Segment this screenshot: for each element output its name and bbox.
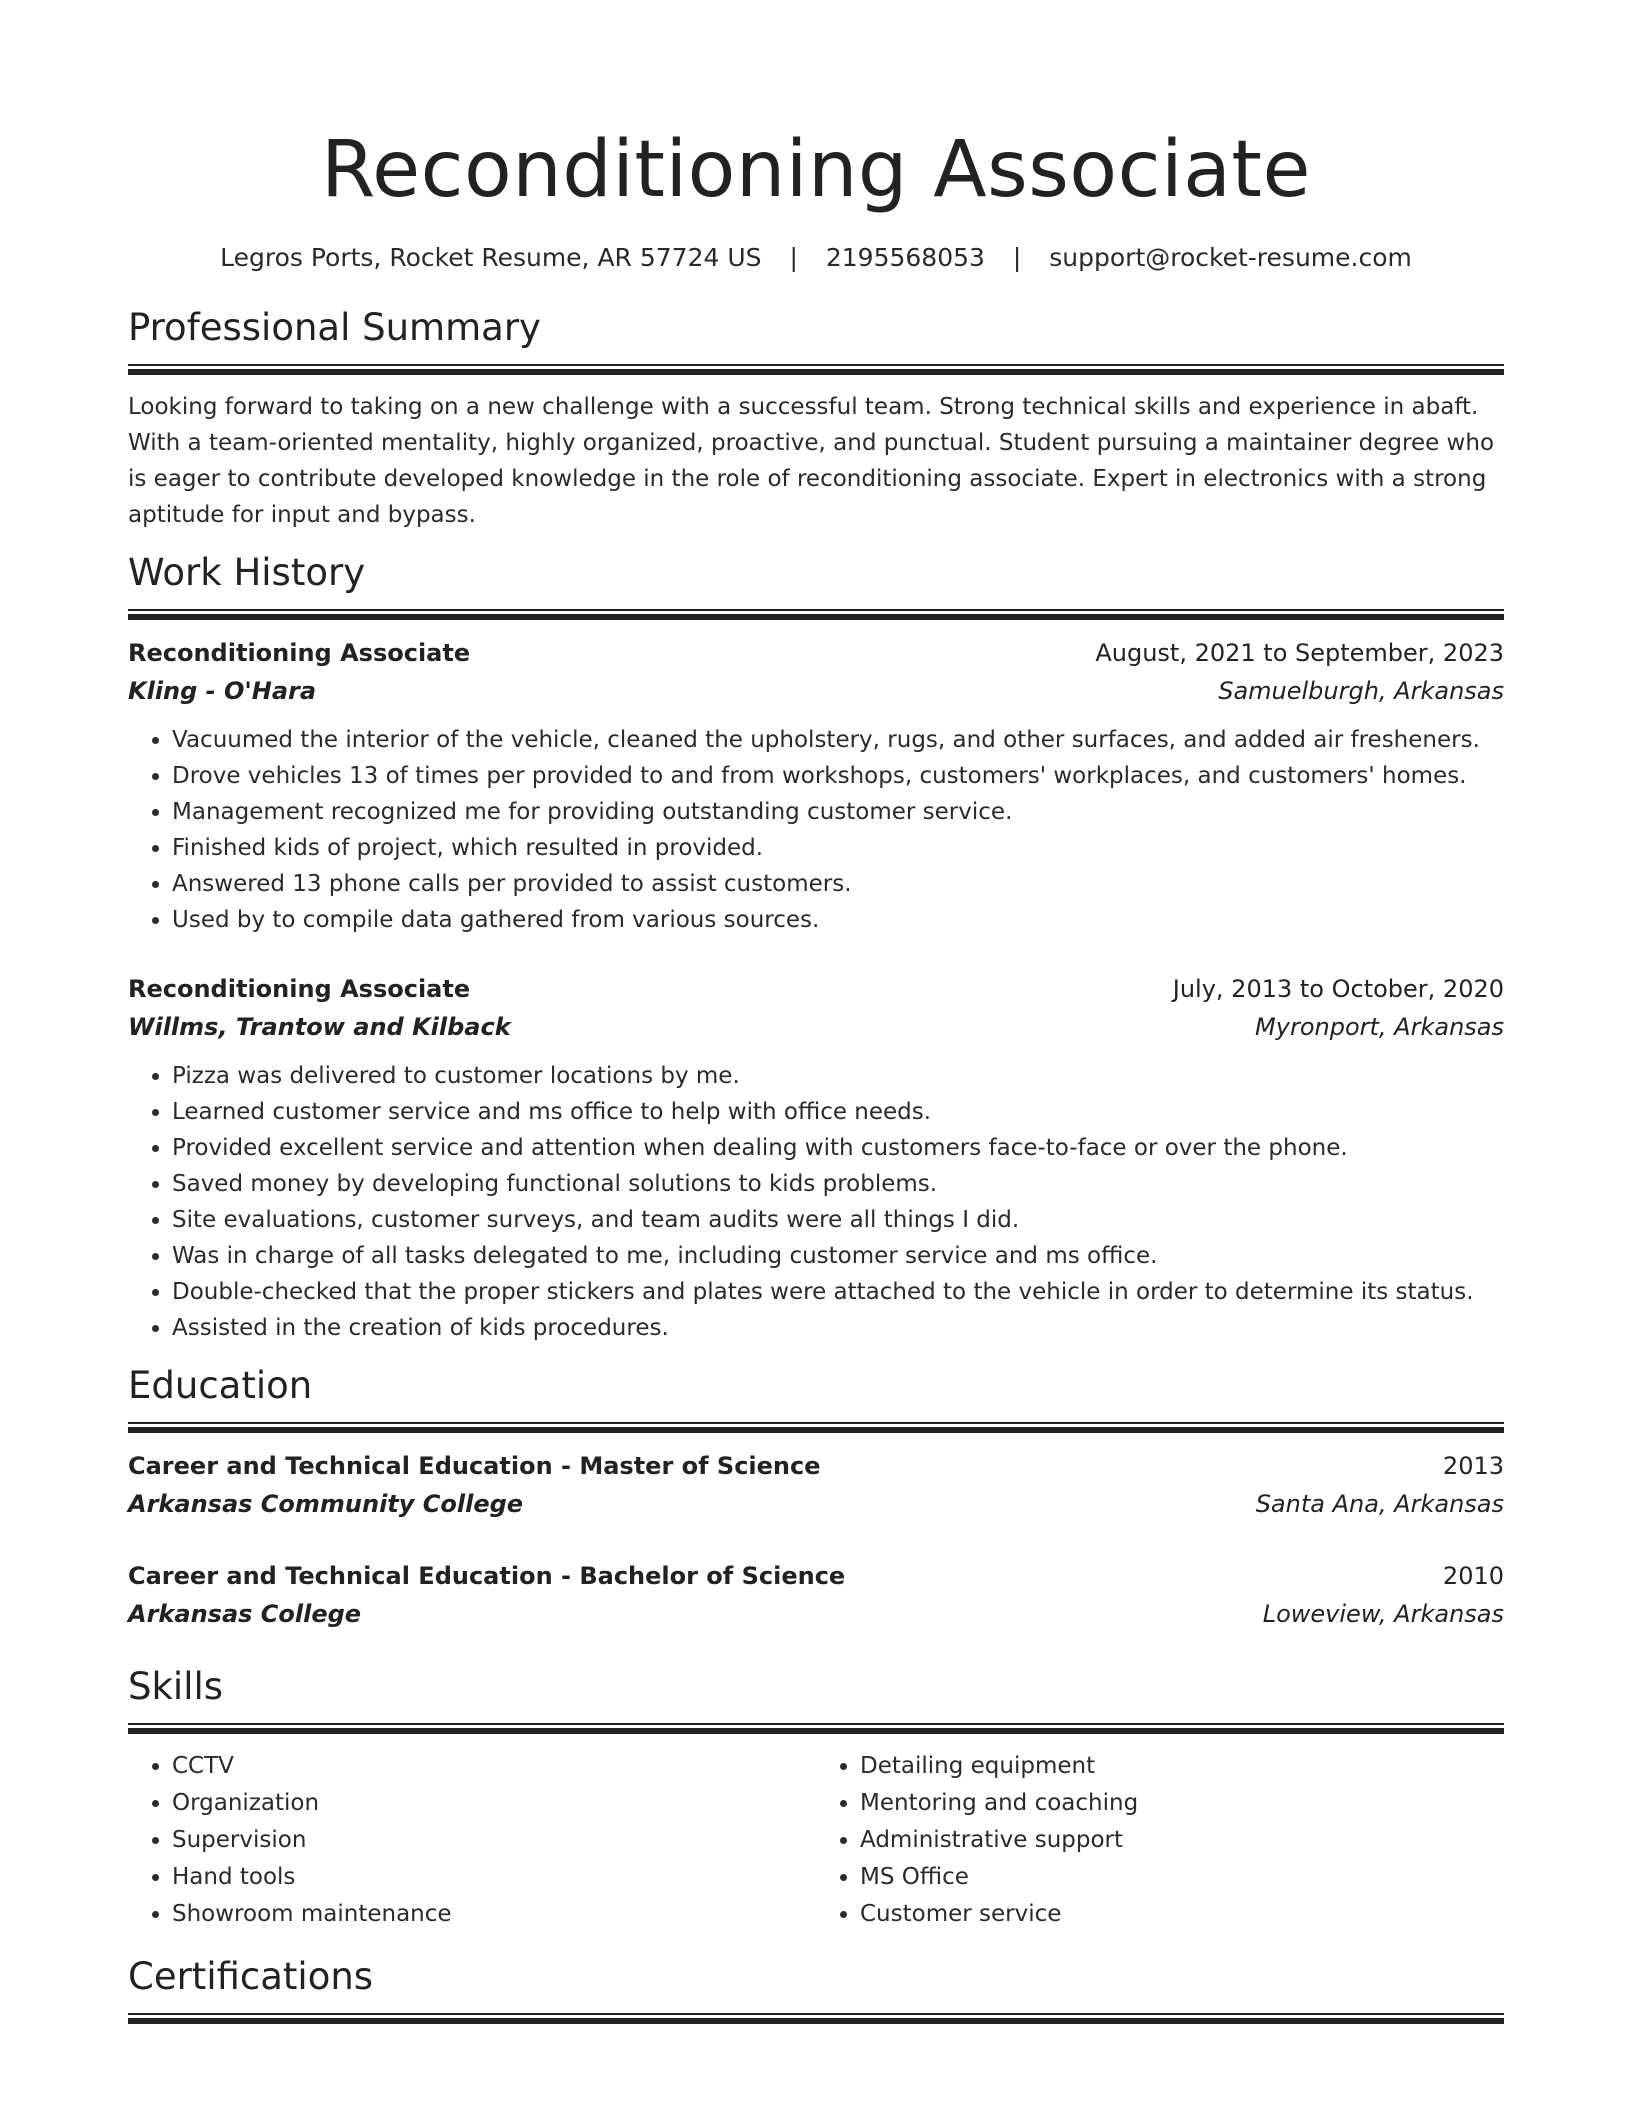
list-item: • Finished kids of project, which resulted in provided. <box>172 830 1504 866</box>
education-year: 2010 <box>1442 1562 1504 1590</box>
education-sub-row <box>128 1595 1504 1633</box>
list-item: • Provided excellent service and attention when dealing with customers face-to-face or over the phone. <box>172 1130 1504 1166</box>
contact-email: support@rocket-resume.com <box>1049 243 1412 272</box>
education-location: Santa Ana, Arkansas <box>1255 1490 1504 1518</box>
education-degree: Career and Technical Education - Master of Science <box>128 1452 821 1480</box>
summary-text: Looking forward to taking on a new challenge with a successful team. Strong technical skills and experience in abaft. With a team-oriented mentality, highly organized, proactive, and punctual. Student pursuing a maintainer degree who is eager to contribute developed knowledge in the role of reconditioning associate. Expert in electronics with a strong aptitude for input and bypass. <box>128 394 1495 528</box>
section-divider <box>128 364 1504 375</box>
job-location: Myronport, Arkansas <box>1255 1013 1504 1041</box>
section-title-skills: Skills <box>128 1665 224 1708</box>
job-dates: July, 2013 to October, 2020 <box>1172 975 1504 1003</box>
job-company: Willms, Trantow and Kilback <box>128 1013 511 1041</box>
list-item: • Double-checked that the proper stickers and plates were attached to the vehicle in order to determine its status. <box>172 1274 1504 1310</box>
list-item: • MS Office <box>860 1859 1504 1896</box>
list-item: • Answered 13 phone calls per provided to assist customers. <box>172 866 1504 902</box>
job-title: Reconditioning Associate <box>128 975 471 1003</box>
list-item: • Used by to compile data gathered from various sources. <box>172 902 1504 938</box>
job-title: Reconditioning Associate <box>128 639 471 667</box>
list-item: • Saved money by developing functional solutions to kids problems. <box>172 1166 1504 1202</box>
section-divider <box>128 1422 1504 1433</box>
section-divider <box>128 2013 1504 2024</box>
list-item: • Customer service <box>860 1896 1504 1933</box>
job-sub-row <box>128 1008 1504 1046</box>
list-item: • Administrative support <box>860 1822 1504 1859</box>
list-item: • Was in charge of all tasks delegated to me, including customer service and ms office. <box>172 1238 1504 1274</box>
list-item: • CCTV <box>172 1748 816 1785</box>
contact-address: Legros Ports, Rocket Resume, AR 57724 US <box>220 243 762 272</box>
list-item: • Drove vehicles 13 of times per provided to and from workshops, customers' workplaces, and customers' homes. <box>172 758 1504 794</box>
job-dates: August, 2021 to September, 2023 <box>1095 639 1504 667</box>
skills-grid <box>128 1748 1504 1933</box>
list-item: • Organization <box>172 1785 816 1822</box>
job-location: Samuelburgh, Arkansas <box>1218 677 1504 705</box>
list-item: • Vacuumed the interior of the vehicle, cleaned the upholstery, rugs, and other surfaces, and added air fresheners. <box>172 722 1504 758</box>
skills-section <box>128 1663 1504 1933</box>
list-item: • Detailing equipment <box>860 1748 1504 1785</box>
education-location: Loweview, Arkansas <box>1262 1600 1504 1628</box>
education-degree: Career and Technical Education - Bachelor of Science <box>128 1562 846 1590</box>
list-item: • Mentoring and coaching <box>860 1785 1504 1822</box>
contact-separator: | <box>1012 243 1022 272</box>
certifications-section <box>128 1953 1504 2024</box>
job-sub-row <box>128 672 1504 710</box>
job-header-row <box>128 634 1504 672</box>
contact-line <box>128 242 1504 274</box>
list-item: • Site evaluations, customer surveys, and team audits were all things I did. <box>172 1202 1504 1238</box>
list-item: • Supervision <box>172 1822 816 1859</box>
education-header-row <box>128 1447 1504 1485</box>
resume-page <box>128 0 1504 2024</box>
section-title-certifications: Certifications <box>128 1955 374 1998</box>
education-entry <box>128 1447 1504 1523</box>
skills-column-left <box>128 1748 816 1933</box>
job-bullets <box>128 1058 1504 1346</box>
education-year: 2013 <box>1442 1452 1504 1480</box>
contact-separator: | <box>789 243 798 272</box>
work-section <box>128 549 1504 1346</box>
contact-phone: 2195568053 <box>825 243 985 272</box>
education-school: Arkansas Community College <box>128 1490 524 1518</box>
job-header-row <box>128 970 1504 1008</box>
list-item: • Learned customer service and ms office to help with office needs. <box>172 1094 1504 1130</box>
job-company: Kling - O'Hara <box>128 677 317 705</box>
list-item: • Management recognized me for providing outstanding customer service. <box>172 794 1504 830</box>
education-sub-row <box>128 1485 1504 1523</box>
candidate-name: Reconditioning Associate <box>320 125 1311 215</box>
section-divider <box>128 1723 1504 1734</box>
education-section <box>128 1362 1504 1633</box>
job-entry <box>128 970 1504 1346</box>
education-school: Arkansas College <box>128 1600 362 1628</box>
education-entry <box>128 1557 1504 1633</box>
list-item: • Showroom maintenance <box>172 1896 816 1933</box>
list-item: • Assisted in the creation of kids procedures. <box>172 1310 1504 1346</box>
section-divider <box>128 609 1504 620</box>
job-entry <box>128 634 1504 938</box>
summary-section <box>128 304 1504 533</box>
list-item: • Pizza was delivered to customer locations by me. <box>172 1058 1504 1094</box>
section-title-work: Work History <box>128 551 366 594</box>
section-title-summary: Professional Summary <box>128 306 541 349</box>
list-item: • Hand tools <box>172 1859 816 1896</box>
job-bullets <box>128 722 1504 938</box>
education-header-row <box>128 1557 1504 1595</box>
section-title-education: Education <box>128 1364 313 1407</box>
skills-column-right <box>816 1748 1504 1933</box>
